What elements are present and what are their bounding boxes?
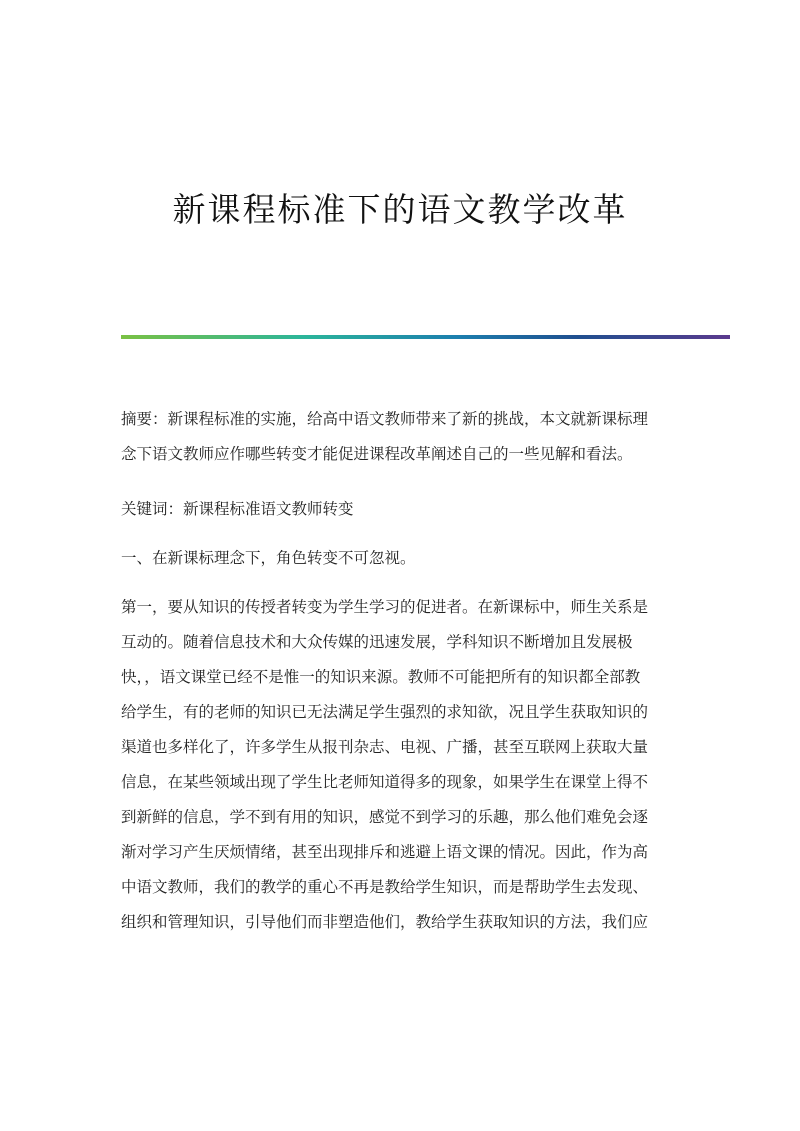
body-line: 给学生，有的老师的知识已无法满足学生强烈的求知欲，况且学生获取知识的: [121, 703, 649, 721]
body-line: 组织和管理知识，引导他们而非塑造他们，教给学生获取知识的方法，我们应: [121, 913, 649, 931]
section-heading: [121, 541, 681, 576]
abstract-line: 摘要：新课程标准的实施，给高中语文教师带来了新的挑战，本文就新课标理: [121, 410, 649, 428]
body-line: 信息，在某些领域出现了学生比老师知道得多的现象，如果学生在课堂上得不: [121, 773, 649, 791]
body-line: 第一，要从知识的传授者转变为学生学习的促进者。在新课标中，师生关系是: [121, 598, 649, 616]
abstract-paragraph: [121, 402, 681, 472]
title-divider: [121, 335, 730, 339]
keywords-line: 关键词：新课程标准语文教师转变: [121, 500, 354, 518]
body-line: 互动的。随着信息技术和大众传媒的迅速发展，学科知识不断增加且发展极: [121, 633, 633, 651]
section-heading-line: 一、在新课标理念下，角色转变不可忽视。: [121, 549, 416, 567]
body-paragraph: [121, 590, 681, 940]
body-line: 快，，语文课堂已经不是惟一的知识来源。教师不可能把所有的知识都全部教: [121, 668, 641, 686]
abstract-line: 念下语文教师应作哪些转变才能促进课程改革阐述自己的一些见解和看法。: [121, 445, 633, 463]
document-title: 新课程标准下的语文教学改革: [172, 190, 628, 229]
body-line: 到新鲜的信息，学不到有用的知识，感觉不到学习的乐趣，那么他们难免会逐: [121, 808, 649, 826]
body-line: 渐对学习产生厌烦情绪，甚至出现排斥和逃避上语文课的情况。因此，作为高: [121, 843, 649, 861]
keywords-paragraph: [121, 492, 681, 527]
body-line: 渠道也多样化了，许多学生从报刊杂志、电视、广播，甚至互联网上获取大量: [121, 738, 649, 756]
body-line: 中语文教师，我们的教学的重心不再是教给学生知识，而是帮助学生去发现、: [121, 878, 649, 896]
